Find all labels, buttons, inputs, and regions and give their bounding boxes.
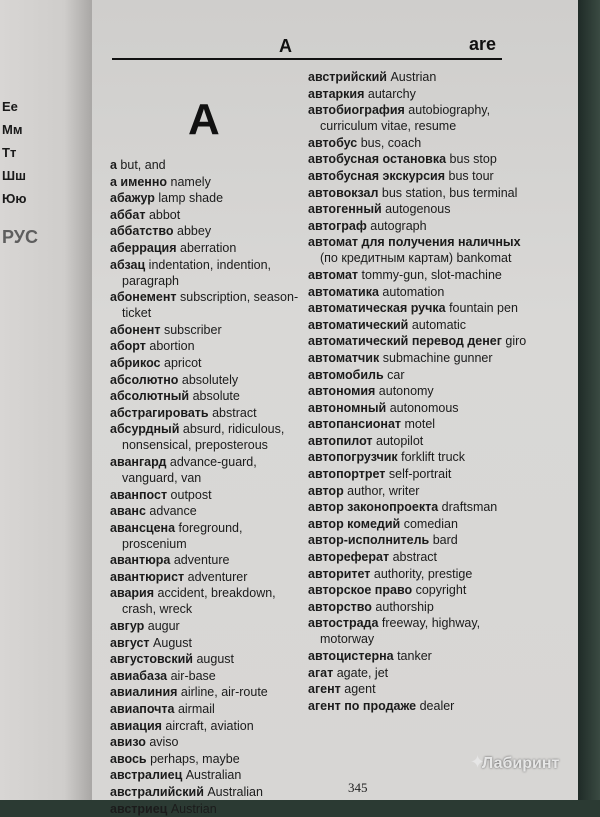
entry-translation: tommy-gun, slot-machine (358, 267, 502, 282)
entry-headword: авось (110, 751, 147, 766)
entry-translation: lamp shade (154, 191, 224, 206)
dictionary-entry (308, 648, 530, 664)
entry-translation: copyright (412, 583, 467, 598)
entry-headword: автопансионат (308, 417, 402, 432)
entry-headword: автономия (308, 384, 376, 399)
entry-headword: абсурдный (110, 422, 180, 437)
entry-headword: авторское право (308, 583, 413, 598)
entry-translation: absolute (189, 389, 240, 404)
dictionary-entry (308, 151, 530, 167)
entry-translation: forklift truck (397, 450, 466, 465)
entry-translation: bus tour (445, 168, 494, 183)
entry-translation: abstract (389, 550, 438, 565)
dictionary-entry (110, 322, 310, 338)
entry-headword: автор законопроекта (308, 500, 439, 515)
entry-translation: dealer (416, 698, 455, 713)
dictionary-entry (110, 618, 310, 634)
dictionary-entry (110, 257, 310, 289)
entry-headword: автострада (308, 616, 379, 631)
dictionary-entry (308, 234, 530, 266)
entry-translation: adventurer (184, 569, 248, 584)
entry-headword: автомат для получения наличных (308, 235, 521, 250)
entry-headword: абонент (110, 322, 161, 337)
left-page-edge (0, 0, 92, 800)
entry-translation: subscription, season-ticket (122, 290, 299, 321)
dictionary-entry (308, 185, 530, 201)
entry-translation: airmail (174, 702, 215, 717)
entry-translation: abbot (145, 207, 181, 222)
entry-headword: абрикос (110, 355, 161, 370)
entry-headword: автопилот (308, 433, 373, 448)
entry-translation: Austrian (167, 801, 217, 816)
entry-translation: abortion (145, 339, 195, 354)
page-number: 345 (348, 780, 368, 795)
dictionary-entry (308, 698, 530, 714)
dictionary-entry (110, 585, 310, 617)
dictionary-entry (110, 338, 310, 354)
entry-translation: foreground, proscenium (122, 520, 243, 551)
entry-translation: August (149, 635, 192, 650)
guide-word: are (468, 34, 496, 54)
entry-translation: autarchy (364, 86, 416, 101)
entry-headword: автопортрет (308, 467, 386, 482)
entry-headword: автоматический (308, 317, 409, 332)
entry-headword: автограф (308, 218, 367, 233)
entry-headword: авиалиния (110, 685, 178, 700)
entry-translation: indentation, indention, paragraph (122, 257, 271, 288)
dictionary-entry (308, 549, 530, 565)
dictionary-entry (110, 767, 310, 783)
entry-translation: air-base (167, 668, 216, 683)
entry-translation: abbey (173, 224, 212, 239)
dictionary-entry (308, 218, 530, 234)
dictionary-entry (110, 388, 310, 404)
header-rule (112, 58, 502, 60)
entry-translation: tanker (393, 649, 432, 663)
entry-translation: outpost (167, 487, 212, 502)
entry-translation: namely (167, 174, 211, 189)
dictionary-entry (110, 684, 310, 700)
entry-headword: абзац (110, 257, 146, 272)
entry-headword: автомобиль (308, 367, 384, 382)
dictionary-entry (308, 333, 530, 349)
left-margin-letter: Тт (2, 145, 17, 160)
dictionary-page (92, 0, 578, 816)
entry-headword: а (110, 158, 117, 172)
dictionary-entry (110, 355, 310, 371)
entry-translation: autonomy (375, 384, 434, 399)
entry-translation: author, writer (343, 483, 420, 498)
entry-headword: автор-исполнитель (308, 533, 430, 548)
dictionary-entry (308, 582, 530, 598)
entry-headword: автономный (308, 400, 387, 415)
left-column (110, 157, 310, 817)
entry-headword: автобусная экскурсия (308, 168, 446, 183)
watermark-icon: ✦ (470, 752, 486, 772)
dictionary-entry (308, 433, 530, 449)
entry-translation: authority, prestige (370, 566, 473, 581)
dictionary-entry (110, 454, 310, 486)
dictionary-entry (308, 317, 530, 333)
dictionary-entry (308, 665, 530, 681)
watermark-logo: Лабиринт (482, 755, 560, 772)
section-letter: A (188, 95, 220, 144)
entry-headword: автомат (308, 267, 359, 282)
dictionary-entry (110, 223, 310, 239)
dictionary-entry (308, 483, 530, 499)
entry-translation: adventure (170, 553, 230, 568)
entry-translation: abstract (208, 405, 257, 420)
entry-headword: абсолютно (110, 372, 179, 387)
dictionary-entry (308, 135, 530, 151)
dictionary-entry (110, 157, 310, 173)
entry-headword: а именно (110, 174, 168, 189)
entry-headword: автоцистерна (308, 649, 394, 663)
entry-translation: automatic (408, 317, 467, 332)
dictionary-entry (110, 701, 310, 717)
entry-headword: австралийский (110, 785, 204, 799)
entry-headword: авиабаза (110, 668, 168, 683)
dictionary-entry (308, 86, 530, 102)
dictionary-entry (110, 651, 310, 667)
entry-headword: автоматический перевод денег (308, 334, 502, 349)
dictionary-entry (308, 102, 530, 134)
entry-headword: авантюра (110, 553, 171, 568)
dictionary-entry (110, 405, 310, 421)
entry-translation: fountain pen (445, 301, 518, 316)
entry-headword: аванс (110, 504, 146, 519)
dictionary-entry (110, 421, 310, 453)
entry-translation: giro (501, 334, 527, 349)
dictionary-entry (308, 300, 530, 316)
dictionary-entry (110, 718, 310, 734)
entry-headword: австриец (110, 801, 168, 816)
entry-headword: абстрагировать (110, 405, 209, 420)
dictionary-entry (308, 466, 530, 482)
entry-headword: автор (308, 483, 344, 498)
dictionary-entry (308, 201, 530, 217)
dictionary-entry (308, 449, 530, 465)
entry-headword: августовский (110, 652, 193, 667)
background-cover-edge (578, 0, 600, 800)
entry-headword: август (110, 635, 150, 650)
entry-headword: агат (308, 665, 334, 680)
dictionary-entry (308, 416, 530, 432)
left-margin-letter: Юю (2, 191, 27, 206)
entry-headword: автобус (308, 135, 358, 150)
dictionary-entry (110, 503, 310, 519)
entry-translation: august (192, 652, 234, 667)
entry-headword: авторство (308, 599, 372, 614)
dictionary-entry (110, 289, 310, 321)
entry-headword: автовокзал (308, 185, 379, 200)
right-column (308, 69, 530, 714)
entry-headword: авгур (110, 619, 145, 634)
dictionary-entry (110, 569, 310, 585)
left-margin-letter: Ee (2, 99, 18, 114)
entry-translation: submachine gunner (379, 350, 493, 365)
entry-headword: автаркия (308, 86, 365, 101)
entry-translation: Australian (203, 785, 263, 799)
entry-translation: aberration (176, 240, 237, 255)
left-margin-letters (2, 95, 27, 210)
dictionary-entry (308, 350, 530, 366)
entry-translation: car (383, 367, 405, 382)
entry-translation: Australian (182, 768, 242, 783)
left-margin-letter: Шш (2, 168, 26, 183)
entry-translation: airline, air-route (177, 685, 268, 700)
entry-translation: autograph (366, 218, 427, 233)
entry-headword: автор комедий (308, 516, 401, 531)
entry-headword: автобусная остановка (308, 152, 447, 167)
entry-headword: авангард (110, 454, 167, 469)
dictionary-entry (110, 552, 310, 568)
entry-headword: агент (308, 682, 341, 697)
entry-headword: автобиография (308, 103, 405, 118)
entry-translation: motel (401, 417, 436, 432)
entry-translation: advance-guard, vanguard, van (122, 454, 257, 485)
entry-headword: автоматическая ручка (308, 301, 446, 316)
entry-headword: авансцена (110, 520, 176, 535)
dictionary-entry (308, 532, 530, 548)
entry-translation: augur (144, 619, 180, 634)
dictionary-entry (308, 516, 530, 532)
entry-translation: freeway, highway, motorway (320, 616, 481, 647)
entry-translation: autopilot (372, 433, 424, 448)
entry-translation: bus, coach (357, 135, 422, 150)
dictionary-entry (308, 284, 530, 300)
entry-headword: австралиец (110, 768, 183, 783)
entry-translation: agate, jet (333, 665, 389, 680)
dictionary-entry (110, 784, 310, 800)
entry-translation: automation (378, 284, 445, 299)
entry-headword: абсолютный (110, 389, 190, 404)
entry-translation: perhaps, maybe (146, 751, 240, 766)
entry-translation: apricot (160, 355, 202, 370)
entry-translation: Austrian (386, 70, 437, 84)
dictionary-entry (308, 168, 530, 184)
entry-translation: absolutely (178, 372, 239, 387)
entry-headword: автопогрузчик (308, 450, 398, 465)
entry-headword: автогенный (308, 202, 382, 217)
dictionary-entry (110, 520, 310, 552)
entry-headword: авиация (110, 718, 162, 733)
entry-headword: автореферат (308, 550, 390, 565)
dictionary-entry (110, 240, 310, 256)
left-margin-heading: РУС (2, 227, 38, 247)
dictionary-entry (308, 615, 530, 647)
entry-headword: автоматчик (308, 350, 380, 365)
dictionary-entry (308, 367, 530, 383)
entry-headword: аберрация (110, 240, 177, 255)
entry-translation: bus station, bus terminal (378, 185, 518, 200)
entry-headword: абажур (110, 191, 155, 206)
dictionary-entry (110, 751, 310, 767)
entry-translation: self-portrait (385, 467, 452, 482)
entry-headword: аббат (110, 207, 146, 222)
dictionary-entry (308, 383, 530, 399)
running-header-letter: A (279, 36, 292, 56)
entry-headword: аббатство (110, 224, 174, 239)
entry-translation: agent (340, 682, 376, 697)
entry-translation: autogenous (381, 202, 451, 217)
entry-headword: авторитет (308, 566, 371, 581)
dictionary-entry (308, 69, 530, 85)
dictionary-entry (110, 487, 310, 503)
entry-translation: bus stop (446, 152, 497, 167)
entry-headword: абонемент (110, 290, 177, 305)
entry-headword: авария (110, 586, 155, 601)
entry-headword: авиапочта (110, 702, 175, 717)
entry-translation: autobiography, curriculum vitae, resume (320, 103, 491, 134)
entry-translation: comedian (400, 516, 458, 531)
dictionary-entry (308, 499, 530, 515)
entry-translation: accident, breakdown, crash, wreck (122, 586, 276, 617)
dictionary-entry (308, 400, 530, 416)
dictionary-entry (308, 566, 530, 582)
entry-headword: австрийский (308, 70, 387, 84)
entry-translation: absurd, ridiculous, nonsensical, preposterous (122, 422, 285, 453)
entry-translation: (по кредитным картам) bankomat (320, 251, 512, 266)
entry-headword: автоматика (308, 284, 379, 299)
entry-translation: autonomous (386, 400, 459, 415)
dictionary-entry (110, 734, 310, 750)
entry-headword: аборт (110, 339, 146, 354)
entry-translation: advance (145, 504, 197, 519)
dictionary-entry (110, 801, 310, 817)
left-margin-letter: Мм (2, 122, 23, 137)
dictionary-entry (110, 635, 310, 651)
entry-translation: bard (429, 533, 458, 548)
entry-translation: subscriber (160, 322, 222, 337)
entry-translation: aircraft, aviation (161, 718, 254, 733)
entry-headword: агент по продаже (308, 698, 417, 713)
entry-headword: аванпост (110, 487, 168, 502)
entry-translation: but, and (116, 158, 166, 172)
entry-headword: авизо (110, 735, 146, 750)
dictionary-entry (110, 207, 310, 223)
dictionary-entry (308, 599, 530, 615)
dictionary-entry (110, 190, 310, 206)
entry-headword: авантюрист (110, 569, 185, 584)
entry-translation: draftsman (438, 500, 498, 515)
entry-translation: authorship (371, 599, 434, 614)
dictionary-entry (308, 681, 530, 697)
dictionary-entry (110, 668, 310, 684)
dictionary-entry (308, 267, 530, 283)
dictionary-entry (110, 372, 310, 388)
entry-translation: aviso (145, 735, 179, 750)
dictionary-entry (110, 174, 310, 190)
